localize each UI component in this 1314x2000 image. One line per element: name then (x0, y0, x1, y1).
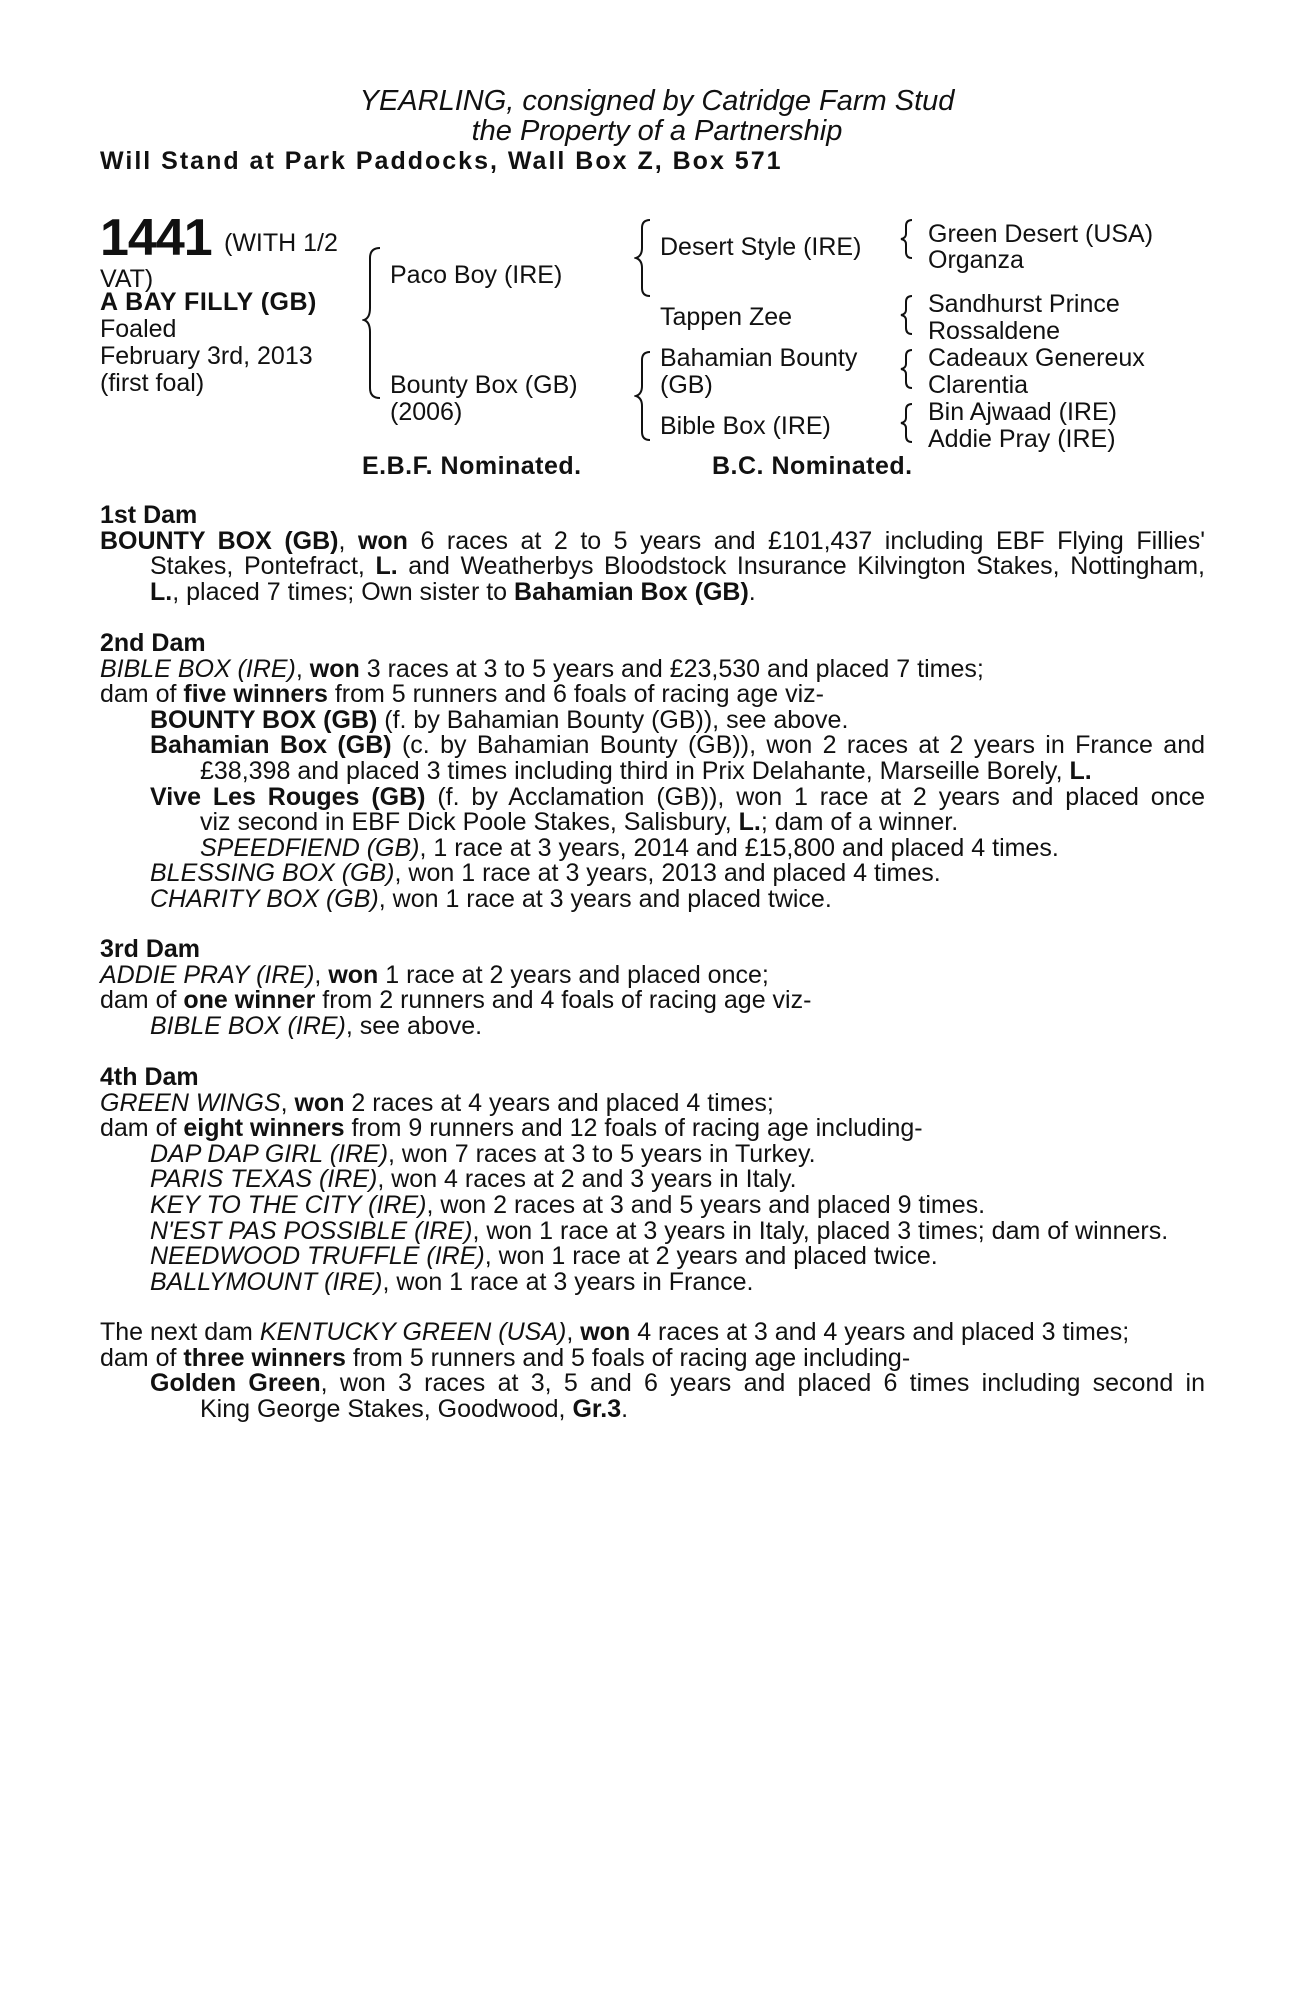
text: dam of (100, 680, 184, 709)
produce-text: , won 1 race at 3 years in France. (382, 1267, 754, 1296)
first-dam-line-2 (100, 554, 1205, 580)
produce-row (100, 1267, 1205, 1296)
produce-row (100, 884, 1205, 913)
first-dam-name: BOUNTY BOX (GB) (100, 526, 339, 555)
produce-name: NEEDWOOD TRUFFLE (IRE) (150, 1242, 485, 1271)
produce-text: , won 3 races at 3, 5 and 6 years and placed 6 times including second in (320, 1369, 1205, 1398)
listed-mark: L. (1069, 756, 1092, 785)
text: from 5 runners and 5 foals of racing age including- (345, 1343, 911, 1372)
produce-row (100, 1244, 1205, 1270)
pedigree-dsd: Clarentia (928, 371, 1029, 399)
lot-foaled: Foaled (100, 315, 177, 343)
won-label: won (580, 1318, 631, 1346)
text: , placed 7 times; Own sister to (172, 577, 515, 606)
lot-foal-date: February 3rd, 2013 (100, 342, 313, 370)
produce-name: SPEEDFIEND (GB) (200, 833, 420, 862)
next-dam-line-2 (100, 1343, 1205, 1372)
punct: , (314, 960, 329, 989)
pedigree-sdd: Rossaldene (928, 317, 1061, 345)
produce-text: (f. by Bahamian Bounty (GB)), see above. (377, 705, 849, 734)
gen3-bracket-2 (898, 294, 918, 336)
text: from 2 runners and 4 foals of racing age viz- (315, 986, 812, 1015)
produce-name: Bahamian Box (GB) (150, 731, 392, 760)
pedigree-dam: Bounty Box (GB) (390, 371, 578, 399)
first-dam-line-3 (100, 577, 1205, 606)
fourth-dam-name: GREEN WINGS (100, 1088, 281, 1117)
produce-text: (f. by Acclamation (GB)), won 1 race at 2 years and placed once (425, 782, 1206, 811)
produce-row (100, 1139, 1205, 1168)
produce-name: Vive Les Rouges (GB) (150, 782, 426, 811)
header-consignor: YEARLING, consigned by Catridge Farm Stud (359, 85, 955, 117)
sister-name: Bahamian Box (GB) (514, 577, 749, 606)
first-dam-line-1 (100, 526, 1205, 555)
bc-nominated: B.C. Nominated. (712, 452, 913, 480)
punct: . (621, 1394, 629, 1423)
listed-mark: L. (150, 577, 173, 606)
second-dam-heading: 2nd Dam (100, 629, 206, 657)
pedigree-ddd: Addie Pray (IRE) (928, 425, 1116, 453)
won-label: won (309, 654, 360, 683)
produce-row (100, 1167, 1205, 1193)
pedigree-sss: Green Desert (USA) (928, 220, 1154, 248)
gen3-bracket-3 (898, 348, 918, 390)
listed-mark: L. (738, 808, 761, 837)
pedigree-sire-dam: Tappen Zee (660, 303, 793, 331)
text: 3 races at 3 to 5 years and £23,530 and placed 7 times; (359, 654, 984, 683)
produce-name: BLESSING BOX (GB) (150, 859, 395, 888)
text: and Weatherbys Bloodstock Insurance Kilvington Stakes, Nottingham, (397, 552, 1205, 581)
winners-count: one winner (183, 986, 316, 1015)
ebf-nominated: E.B.F. Nominated. (362, 452, 582, 480)
punct: , (338, 526, 358, 555)
produce-name: DAP DAP GIRL (IRE) (150, 1139, 389, 1168)
produce-name: CHARITY BOX (GB) (150, 884, 379, 913)
header-location: Will Stand at Park Paddocks, Wall Box Z, Box 571 (100, 147, 783, 175)
produce-row (100, 1011, 1205, 1040)
won-label: won (328, 960, 379, 989)
produce-name: KEY TO THE CITY (IRE) (150, 1190, 427, 1219)
pedigree-dam-year: (2006) (390, 398, 463, 426)
pedigree-ssd: Organza (928, 246, 1024, 274)
pedigree-dam-dam: Bible Box (IRE) (660, 412, 831, 440)
produce-text: , see above. (345, 1011, 483, 1040)
produce-text: , won 1 race at 3 years, 2013 and placed 4 times. (394, 859, 941, 888)
third-dam-heading: 3rd Dam (100, 935, 201, 963)
won-label: won (294, 1088, 345, 1117)
produce-text: King George Stakes, Goodwood, (200, 1394, 573, 1423)
text: from 5 runners and 6 foals of racing age viz- (327, 680, 824, 709)
winners-count: eight winners (183, 1114, 345, 1143)
produce-row (100, 1371, 1205, 1397)
punct: . (748, 577, 756, 606)
produce-row (100, 733, 1205, 759)
fourth-dam-heading: 4th Dam (100, 1063, 199, 1091)
lot-name: A BAY FILLY (GB) (100, 288, 317, 316)
text: The next dam (100, 1318, 260, 1346)
produce-text: , won 2 races at 3 and 5 years and placed 9 times. (426, 1190, 986, 1219)
next-dam-section (100, 1320, 1205, 1422)
group-mark: Gr.3 (572, 1394, 622, 1423)
second-dam-name: BIBLE BOX (IRE) (100, 654, 296, 683)
text: dam of (100, 1343, 184, 1372)
pedigree-dds: Bin Ajwaad (IRE) (928, 398, 1117, 426)
pedigree-dss: Cadeaux Genereux (928, 344, 1145, 372)
text: 1 race at 2 years and placed once; (378, 960, 769, 989)
punct: , (566, 1318, 581, 1346)
next-dam-line-1 (100, 1320, 1205, 1346)
produce-row (100, 861, 1205, 887)
winners-count: three winners (183, 1343, 346, 1372)
produce-text: , 1 race at 3 years, 2014 and £15,800 and placed 4 times. (419, 833, 1059, 862)
produce-row (100, 705, 1205, 734)
sire-line-bracket (634, 218, 656, 298)
pedigree-dam-sire-suffix: (GB) (660, 371, 713, 399)
first-dam-heading: 1st Dam (100, 501, 198, 529)
first-dam-record: 6 races at 2 to 5 years and £101,437 including EBF Flying Fillies' (407, 526, 1205, 555)
gen3-bracket-1 (898, 218, 918, 260)
third-dam-section (100, 937, 1205, 1039)
second-dam-section (100, 631, 1205, 913)
produce-text: , won 7 races at 3 to 5 years in Turkey. (388, 1139, 816, 1168)
fourth-dam-line-1 (100, 1088, 1205, 1117)
produce-text: , won 1 race at 3 years and placed twice. (378, 884, 832, 913)
header-owner: the Property of a Partnership (471, 115, 843, 147)
produce-text: , won 4 races at 2 and 3 years in Italy. (377, 1165, 797, 1194)
produce-row (100, 1216, 1205, 1245)
text: from 9 runners and 12 foals of racing age including- (344, 1114, 923, 1143)
won-label: won (357, 526, 408, 555)
produce-row (100, 782, 1206, 811)
pedigree-dam-sire: Bahamian Bounty (660, 344, 858, 372)
lot-foal-note: (first foal) (100, 369, 205, 397)
second-dam-line-1 (100, 654, 1205, 683)
produce-text: (c. by Bahamian Bounty (GB)), won 2 races at 2 years in France and (391, 731, 1206, 760)
produce-row (100, 1190, 1205, 1219)
produce-text: , won 1 race at 3 years in Italy, placed 3 times; dam of winners. (472, 1216, 1169, 1245)
lot-vat-a: (WITH 1/2 (224, 229, 338, 257)
third-dam-name: ADDIE PRAY (IRE) (100, 960, 315, 989)
produce-name: BIBLE BOX (IRE) (150, 1011, 346, 1040)
listed-mark: L. (375, 552, 398, 581)
winners-count: five winners (183, 680, 328, 709)
produce-text: , won 1 race at 2 years and placed twice. (484, 1242, 938, 1271)
dam-line-bracket (634, 350, 656, 442)
pedigree-sds: Sandhurst Prince (928, 290, 1120, 318)
produce-sub-row (100, 833, 1205, 862)
text: 2 races at 4 years and placed 4 times; (344, 1088, 774, 1117)
lot-number: 1441 (100, 209, 212, 267)
pedigree-sire: Paco Boy (IRE) (390, 261, 563, 289)
punct: , (295, 654, 310, 683)
produce-name: Golden Green (150, 1369, 321, 1398)
produce-name: PARIS TEXAS (IRE) (150, 1165, 378, 1194)
lot-vat-b: VAT) (100, 265, 154, 293)
punct: , (280, 1088, 295, 1117)
produce-row-cont (100, 756, 1205, 785)
pedigree-sire-sire: Desert Style (IRE) (660, 233, 862, 261)
produce-text: £38,398 and placed 3 times including third in Prix Delahante, Marseille Borely, (200, 756, 1070, 785)
sire-dam-bracket (362, 246, 386, 400)
produce-row-cont (100, 810, 1205, 836)
text: dam of (100, 986, 184, 1015)
first-dam-section (100, 503, 1205, 605)
third-dam-line-1 (100, 960, 1205, 989)
fourth-dam-line-2 (100, 1116, 1205, 1142)
gen3-bracket-4 (898, 402, 918, 444)
produce-name: N'EST PAS POSSIBLE (IRE) (150, 1216, 473, 1245)
produce-text: viz second in EBF Dick Poole Stakes, Salisbury, (200, 808, 739, 837)
second-dam-line-2 (100, 682, 1205, 708)
produce-name: BALLYMOUNT (IRE) (150, 1267, 383, 1296)
next-dam-name: KENTUCKY GREEN (USA) (259, 1318, 567, 1346)
text: 4 races at 3 and 4 years and placed 3 times; (630, 1318, 1130, 1346)
produce-name: BOUNTY BOX (GB) (150, 705, 378, 734)
produce-text: ; dam of a winner. (760, 808, 959, 837)
fourth-dam-section (100, 1065, 1205, 1295)
text: dam of (100, 1114, 184, 1143)
produce-row-cont (100, 1394, 1205, 1423)
third-dam-line-2 (100, 988, 1205, 1014)
text: Stakes, Pontefract, (150, 552, 376, 581)
